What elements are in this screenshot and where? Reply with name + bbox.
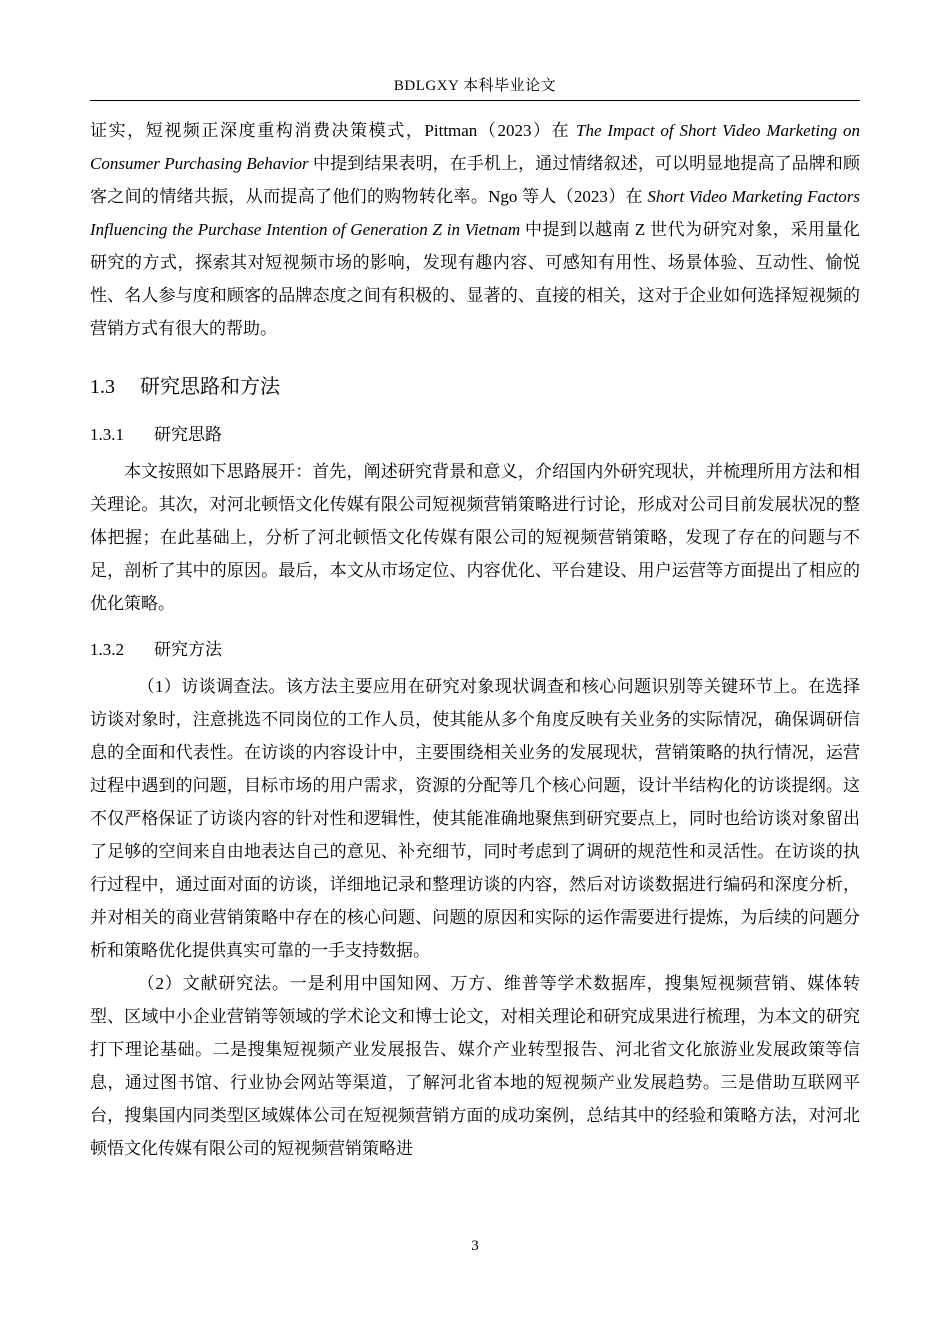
subsection-title: 研究方法 (154, 640, 222, 659)
page-number: 3 (471, 1238, 479, 1254)
subsection-heading-1-3-1 (90, 419, 860, 451)
para1-cited-title-2: Short Video Marketing Factors Influencing the Purchase Intention of Generation Z in Vietnam (90, 187, 860, 239)
para1-text-3: 中提到以越南 Z 世代为研究对象，采用量化研究的方式，探索其对短视频市场的影响，发现有趣内容、可感知有用性、场景体验、互动性、愉悦性、名人参与度和顾客的品牌态度之间有积极的、显著的、直接的相关，这对于企业如何选择短视频的营销方式有很大的帮助。 (90, 220, 860, 338)
section-number: 1.3 (90, 376, 115, 398)
para1-text-1: 证实，短视频正深度重构消费决策模式，Pittman（2023）在 (90, 121, 577, 140)
para1-text-2: 中提到结果表明，在手机上，通过情绪叙述，可以明显地提高了品牌和顾客之间的情绪共振，从而提高了他们的购物转化率。Ngo 等人（2023）在 (90, 154, 860, 206)
page-body (90, 114, 860, 1165)
subsection-number: 1.3.2 (90, 640, 124, 659)
section-heading-1-3 (90, 369, 860, 405)
subsection-title: 研究思路 (154, 425, 222, 444)
page-header: BDLGXY 本科毕业论文 (393, 78, 557, 94)
header-rule (90, 100, 860, 101)
subsection-number: 1.3.1 (90, 425, 124, 444)
literature-review-paragraph (90, 114, 860, 345)
section-title: 研究思路和方法 (140, 376, 280, 398)
method-literature-paragraph: （2）文献研究法。一是利用中国知网、万方、维普等学术数据库，搜集短视频营销、媒体转型、区域中小企业营销等领域的学术论文和博士论文，对相关理论和研究成果进行梳理，为本文的研究打下理论基础。二是搜集短视频产业发展报告、媒介产业转型报告、河北省文化旅游业发展政策等信息，通过图书馆、行业协会网站等渠道，了解河北省本地的短视频产业发展趋势。三是借助互联网平台，搜集国内同类型区域媒体公司在短视频营销方面的成功案例，总结其中的经验和策略方法，对河北顿悟文化传媒有限公司的短视频营销策略进 (90, 974, 860, 1158)
research-approach-paragraph: 本文按照如下思路展开：首先，阐述研究背景和意义，介绍国内外研究现状，并梳理所用方法和相关理论。其次，对河北顿悟文化传媒有限公司短视频营销策略进行讨论，形成对公司目前发展状况的整体把握；在此基础上，分析了河北顿悟文化传媒有限公司的短视频营销策略，发现了存在的问题与不足，剖析了其中的原因。最后，本文从市场定位、内容优化、平台建设、用户运营等方面提出了相应的优化策略。 (90, 462, 860, 613)
subsection-heading-1-3-2 (90, 634, 860, 666)
para1-cited-title-1: The Impact of Short Video Marketing on Consumer Purchasing Behavior (90, 121, 860, 173)
method-interview-paragraph: （1）访谈调查法。该方法主要应用在研究对象现状调查和核心问题识别等关键环节上。在选择访谈对象时，注意挑选不同岗位的工作人员，使其能从多个角度反映有关业务的实际情况，确保调研信息的全面和代表性。在访谈的内容设计中，主要围绕相关业务的发展现状，营销策略的执行情况，运营过程中遇到的问题，目标市场的用户需求，资源的分配等几个核心问题，设计半结构化的访谈提纲。这不仅严格保证了访谈内容的针对性和逻辑性，使其能准确地聚焦到研究要点上，同时也给访谈对象留出了足够的空间来自由地表达自己的意见、补充细节，同时考虑到了调研的规范性和灵活性。在访谈的执行过程中，通过面对面的访谈，详细地记录和整理访谈的内容，然后对访谈数据进行编码和深度分析，并对相关的商业营销策略中存在的核心问题、问题的原因和实际的运作需要进行提炼，为后续的问题分析和策略优化提供真实可靠的一手支持数据。 (90, 677, 860, 960)
